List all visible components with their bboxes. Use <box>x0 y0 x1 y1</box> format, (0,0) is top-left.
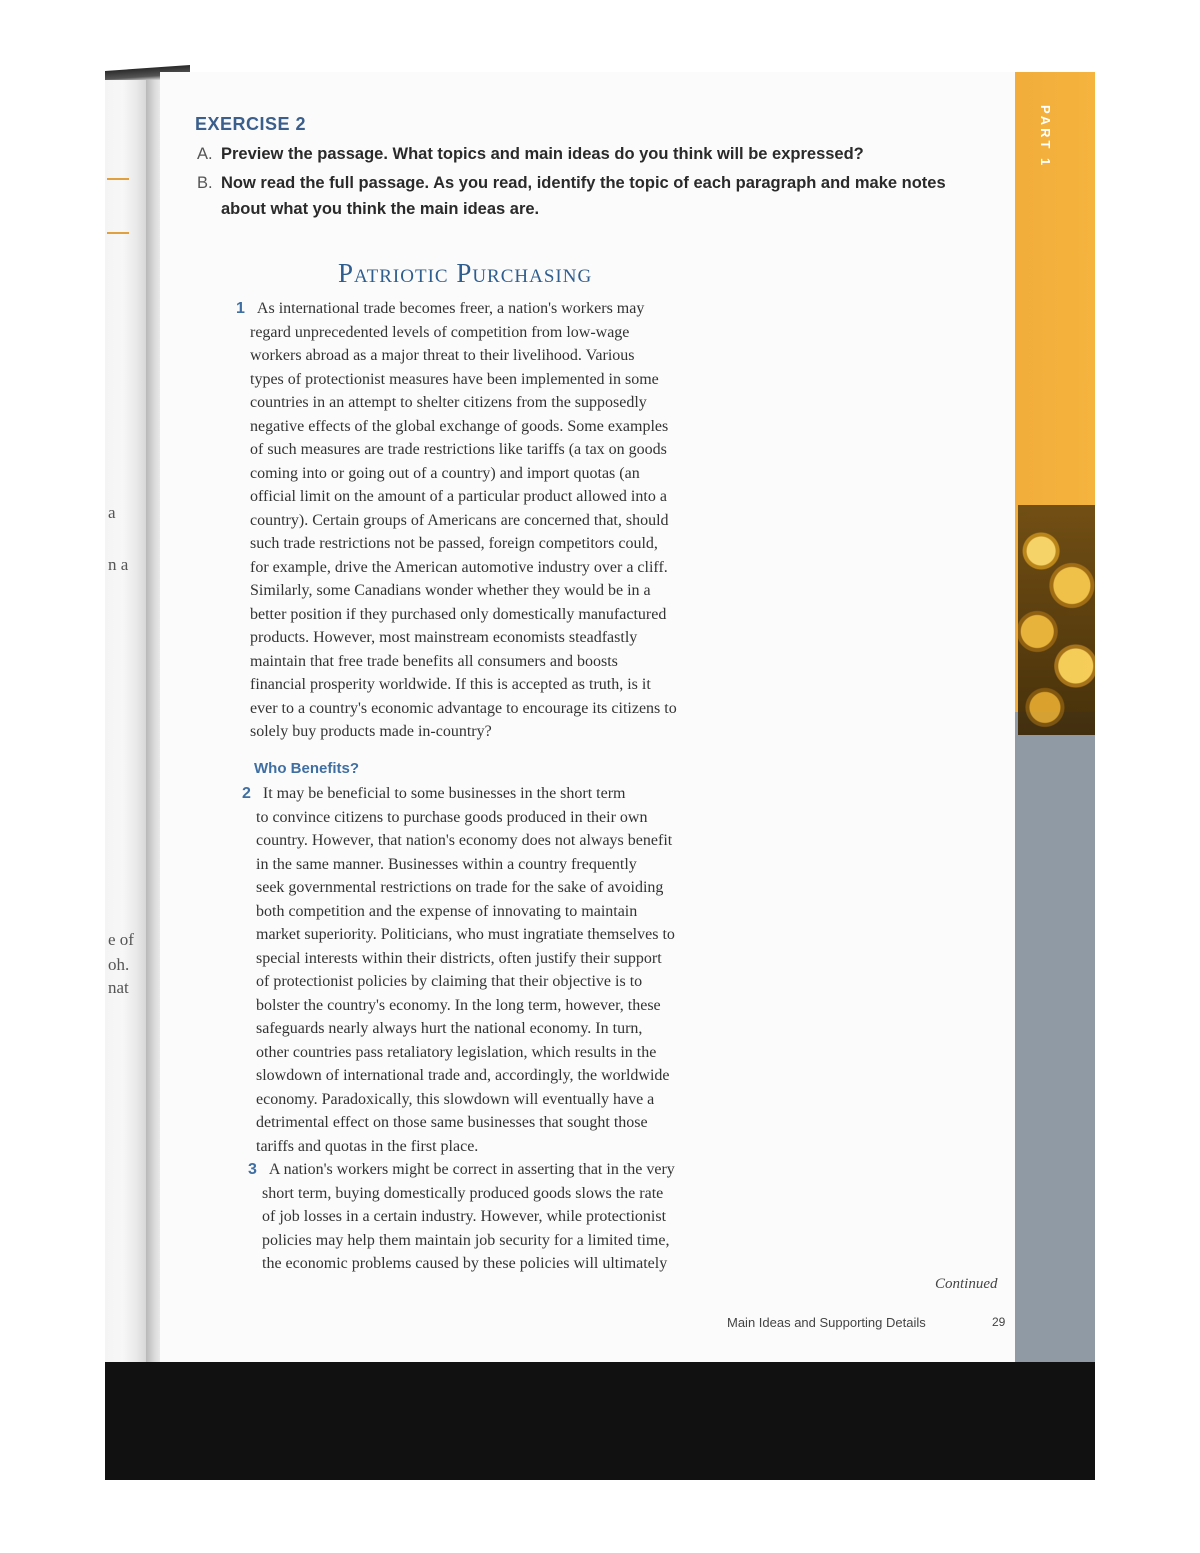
previous-page-fragment: n a <box>108 555 129 574</box>
paragraph-line: of such measures are trade restrictions like tariffs (a tax on goods <box>250 441 667 458</box>
previous-page-fragment: oh. <box>108 955 130 974</box>
paragraph-line: better position if they purchased only domestically manufactured <box>250 605 667 623</box>
instruction-text: Preview the passage. What topics and main ideas do you think will be expressed? <box>221 145 864 163</box>
paragraph-line: market superiority. Politicians, who must ingratiate themselves to <box>256 926 675 943</box>
page-number: 29 <box>992 1315 1006 1329</box>
paragraph-number: 2 <box>242 785 251 802</box>
exercise-title: EXERCISE 2 <box>195 114 307 134</box>
paragraph-line: detrimental effect on those same businesses that sought those <box>256 1114 648 1131</box>
continued-label: Continued <box>935 1276 998 1292</box>
paragraph-line: countries in an attempt to shelter citizens from the supposedly <box>250 394 647 411</box>
paragraph-line: for example, drive the American automotive industry over a cliff. <box>250 558 668 576</box>
coins-image <box>1018 505 1095 735</box>
previous-page-edge <box>105 80 150 1365</box>
previous-page-fragment: nat <box>108 978 129 997</box>
paragraph-line: products. However, most mainstream economists steadfastly <box>250 629 638 646</box>
paragraph-line: workers abroad as a major threat to their livelihood. Various <box>250 347 635 364</box>
paragraph-line: other countries pass retaliatory legislation, which results in the <box>256 1043 657 1061</box>
paragraph-line: Similarly, some Canadians wonder whether they would be in a <box>250 582 651 599</box>
paragraph-line <box>236 297 776 321</box>
paragraph-line: negative effects of the global exchange of goods. Some examples <box>250 417 669 435</box>
paragraph-line: safeguards nearly always hurt the national economy. In turn, <box>256 1020 643 1037</box>
paragraph-line: to convince citizens to purchase goods produced in their own <box>256 808 648 826</box>
instruction-text: Now read the full passage. As you read, identify the topic of each paragraph and make notes about what you think the main ideas are. <box>221 174 946 218</box>
paragraph-line: slowdown of international trade and, accordingly, the worldwide <box>256 1067 670 1084</box>
paragraph-line: country). Certain groups of Americans are concerned that, should <box>250 511 669 529</box>
paragraph-1 <box>236 297 776 744</box>
paragraph-line <box>242 782 782 806</box>
paragraph-line: the economic problems caused by these policies will ultimately <box>262 1255 668 1272</box>
paragraph-number: 1 <box>236 300 245 317</box>
instruction-b <box>197 170 987 222</box>
previous-page-mark <box>107 232 129 234</box>
paragraph-line: tariffs and quotas in the first place. <box>256 1137 479 1155</box>
instruction-a <box>197 141 987 167</box>
paragraph-line: official limit on the amount of a particular product allowed into a <box>250 488 667 505</box>
paragraph-line: bolster the country's economy. In the long term, however, these <box>256 996 661 1014</box>
paragraph-line: special interests within their districts, often justify their support <box>256 949 662 967</box>
paragraph-line-text: As international trade becomes freer, a nation's workers may <box>256 300 645 317</box>
paragraph-line: regard unprecedented levels of competition from low-wage <box>250 323 630 341</box>
paragraph-line: ever to a country's economic advantage to encourage its citizens to <box>250 699 677 717</box>
previous-page-fragment: a <box>108 503 116 522</box>
paragraph-line: of protectionist policies by claiming that their objective is to <box>256 973 643 990</box>
paragraph-line: country. However, that nation's economy does not always benefit <box>256 832 673 849</box>
paragraph-line-text: It may be beneficial to some businesses in the short term <box>262 785 626 802</box>
paragraph-line: short term, buying domestically produced goods slows the rate <box>262 1184 664 1202</box>
paragraph-line: such trade restrictions not be passed, foreign competitors could, <box>250 535 658 552</box>
article-title: Patriotic Purchasing <box>338 258 593 288</box>
paragraph-line: maintain that free trade benefits all consumers and boosts <box>250 652 618 670</box>
paragraph-number: 3 <box>248 1161 257 1178</box>
part-label: PART 1 <box>1038 105 1053 169</box>
paragraph-line: types of protectionist measures have been implemented in some <box>250 370 659 388</box>
paragraph-line: economy. Paradoxically, this slowdown will eventually have a <box>256 1090 655 1108</box>
instruction-letter: B. <box>197 174 213 192</box>
paragraph-line: of job losses in a certain industry. However, while protectionist <box>262 1208 667 1225</box>
scan-bottom-shadow <box>105 1362 1095 1480</box>
paragraph-2 <box>242 782 782 1158</box>
paragraph-line: both competition and the expense of innovating to maintain <box>256 902 638 920</box>
paragraph-line <box>248 1158 788 1182</box>
running-footer: Main Ideas and Supporting Details <box>727 1315 926 1330</box>
instruction-letter: A. <box>197 145 213 163</box>
section-subheading: Who Benefits? <box>254 760 359 777</box>
previous-page-fragment: e of <box>108 930 134 949</box>
paragraph-line: seek governmental restrictions on trade for the sake of avoiding <box>256 879 664 896</box>
paragraph-line-text: A nation's workers might be correct in asserting that in the very <box>268 1161 675 1178</box>
previous-page-mark <box>107 178 129 180</box>
paragraph-line: coming into or going out of a country) and import quotas (an <box>250 464 640 482</box>
paragraph-line: policies may help them maintain job security for a limited time, <box>262 1231 670 1249</box>
paragraph-line: solely buy products made in-country? <box>250 723 492 740</box>
paragraph-3 <box>248 1158 788 1276</box>
paragraph-line: in the same manner. Businesses within a country frequently <box>256 855 637 873</box>
paragraph-line: financial prosperity worldwide. If this is accepted as truth, is it <box>250 676 651 693</box>
